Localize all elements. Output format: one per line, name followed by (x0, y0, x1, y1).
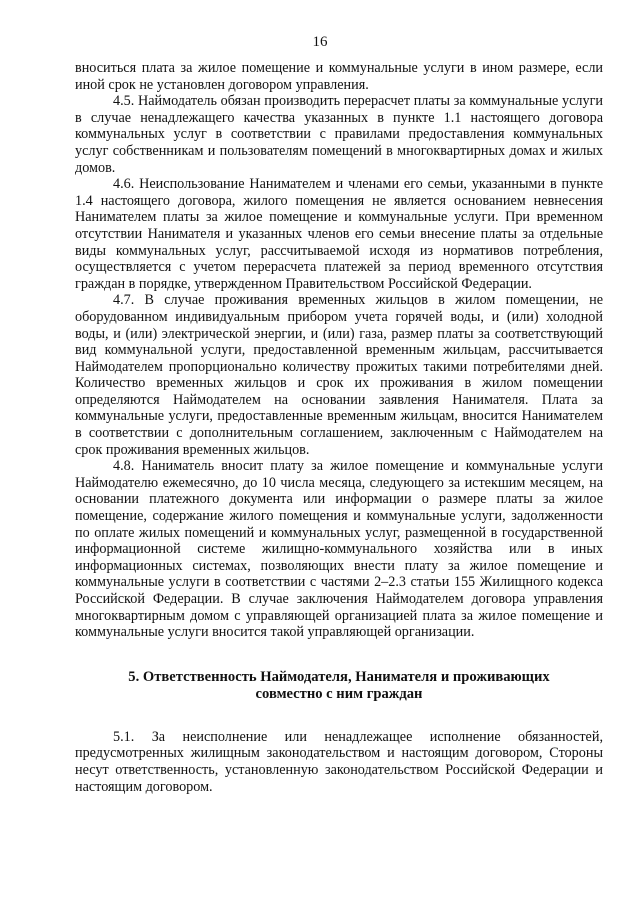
section-heading (75, 669, 603, 703)
paragraph-4-6: 4.6. Неиспользование Нанимателем и членами его семьи, указанными в пункте 1.4 настоящего договора, жилого помещения не является основанием невнесения Нанимателем платы за жилое помещение и коммунальные услуги. При временном отсутствии Нанимателя и указанных членов его семьи внесение платы за отдельные виды коммунальных услуг, рассчитываемой исходя из нормативов потребления, осуществляется с учетом перерасчета платежей за период временного отсутствия граждан в порядке, утвержденном Правительством Российской Федерации. (75, 176, 603, 292)
paragraph-4-7: 4.7. В случае проживания временных жильцов в жилом помещении, не оборудованном индивидуальным прибором учета горячей воды, и (или) холодной воды, и (или) электрической энергии, и (или) газа, размер платы за соответствующий вид коммунальной услуги, предоставленной временным жильцам, рассчитывается Наймодателем пропорционально количеству прожитых такими потребителями дней. Количество временных жильцов и срок их проживания в жилом помещении определяются Наймодателем на основании заявления Нанимателя. Плата за коммунальные услуги, предоставленные временным жильцам, вносится Нанимателем в соответствии с дополнительным соглашением, заключенным с Наймодателем на срок проживания временных жильцов. (75, 292, 603, 458)
section-heading-line-1: 5. Ответственность Наймодателя, Нанимателя и проживающих (128, 668, 550, 685)
document-body (75, 60, 603, 795)
section-heading-line-2: совместно с ним граждан (255, 685, 423, 702)
page-number: 16 (312, 34, 328, 50)
paragraph-4-5: 4.5. Наймодатель обязан производить перерасчет платы за коммунальные услуги в случае ненадлежащего качества указанных в пункте 1.1 настоящего договора коммунальных услуг в соответствии с правилами предоставления коммунальных услуг собственникам и пользователям помещений в многоквартирных домах и жилых домов. (75, 93, 603, 176)
paragraph-5-1: 5.1. За неисполнение или ненадлежащее исполнение обязанностей, предусмотренных жилищным законодательством и настоящим договором, Стороны несут ответственность, установленную законодательством Российской Федерации и настоящим договором. (75, 728, 603, 795)
paragraph-4-8: 4.8. Наниматель вносит плату за жилое помещение и коммунальные услуги Наймодателю ежемесячно, до 10 числа месяца, следующего за истекшим месяцем, на основании платежного документа или информации о размере платы за жилое помещение, содержание жилого помещения и коммунальные услуги, задолженности по оплате жилых помещений и коммунальных услуг, размещенной в государственной информационной системе жилищно-коммунального хозяйства или в иных информационных системах, позволяющих внести плату за жилое помещение и коммунальные услуги в соответствии с частями 2–2.3 статьи 155 Жилищного кодекса Российской Федерации. В случае заключения Наймодателем договора управления многоквартирным домом с управляющей организацией плата за жилое помещение и коммунальные услуги вносится такой управляющей организации. (75, 458, 603, 641)
paragraph-continuation: вноситься плата за жилое помещение и коммунальные услуги в ином размере, если иной срок не установлен договором управления. (75, 60, 603, 93)
